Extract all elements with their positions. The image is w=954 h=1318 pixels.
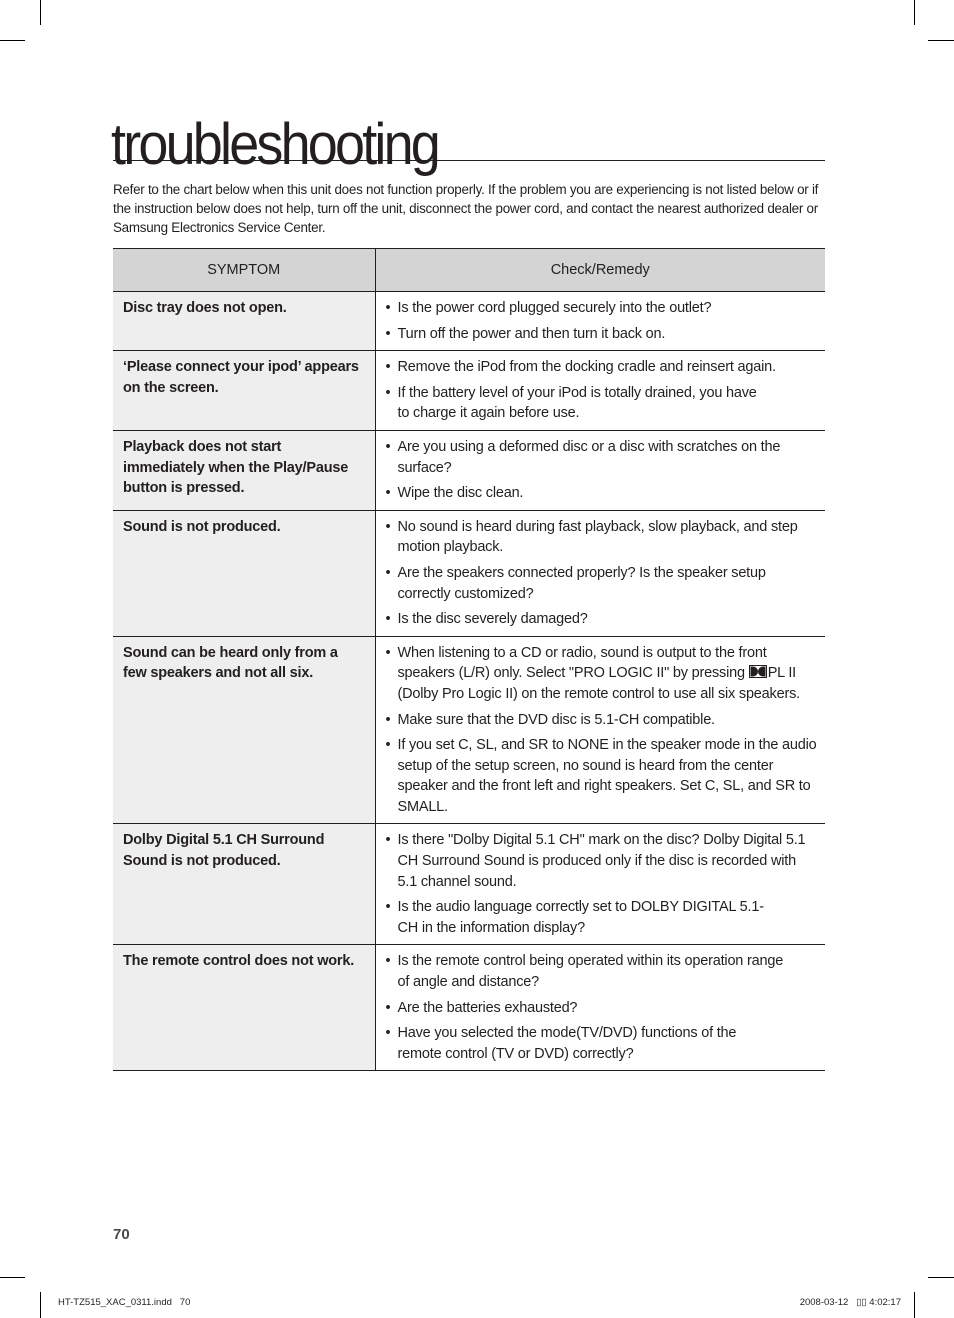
remedy-cell [375, 351, 825, 431]
remedy-item: • Is the audio language correctly set to DOLBY DIGITAL 5.1-CH in the information display? [386, 897, 818, 938]
page-title [111, 112, 439, 177]
intro-paragraph: Refer to the chart below when this unit does not function properly. If the problem you are experiencing is not listed below or if the instruction below does not help, turn off the unit, disconnect the power cord, and contact the nearest authorized dealer or Samsung Electronics Service Center. [113, 182, 819, 235]
remedy-item: • Is there "Dolby Digital 5.1 CH" mark on the disc? Dolby Digital 5.1 CH Surround Sound is produced only if the disc is recorded with 5.1 channel sound. [386, 830, 818, 892]
dolby-double-d-icon [749, 665, 767, 678]
table-row [113, 945, 825, 1071]
remedy-item: • If the battery level of your iPod is totally drained, you have to charge it again before use. [386, 383, 818, 424]
troubleshooting-table [113, 248, 825, 1071]
remedy-list [386, 357, 818, 424]
crop-mark-top-left-vertical [40, 0, 41, 25]
remedy-item: • No sound is heard during fast playback, slow playback, and step motion playback. [386, 517, 818, 558]
table-row [113, 351, 825, 431]
header-symptom: SYMPTOM [113, 249, 375, 292]
table-row [113, 292, 825, 351]
remedy-item [386, 643, 818, 705]
symptom-cell: Sound is not produced. [113, 510, 375, 636]
remedy-cell [375, 636, 825, 824]
crop-mark-top-right-horizontal [928, 40, 954, 41]
remedy-item: • Is the remote control being operated within its operation range of angle and distance? [386, 951, 818, 992]
symptom-cell: ‘Please connect your ipod’ appears on the screen. [113, 351, 375, 431]
remedy-list [386, 951, 818, 1064]
remedy-list [386, 437, 818, 504]
remedy-item: • Wipe the disc clean. [386, 483, 818, 504]
remedy-cell [375, 510, 825, 636]
remedy-list [386, 830, 818, 938]
remedy-text: When listening to a CD or radio, sound is output to the front speakers (L/R) only. Select "PRO LOGIC II" by pressing [397, 644, 767, 682]
remedy-text: PL II (Dolby Pro Logic II) on the remote control to use all six speakers. [397, 665, 800, 702]
remedy-item: • Turn off the power and then turn it back on. [386, 324, 818, 345]
remedy-cell [375, 430, 825, 510]
table-row [113, 824, 825, 945]
crop-mark-bottom-left-vertical [40, 1292, 41, 1318]
remedy-item: • Are the batteries exhausted? [386, 998, 818, 1019]
symptom-cell: Dolby Digital 5.1 CH Surround Sound is not produced. [113, 824, 375, 945]
page-number: 70 [113, 1226, 130, 1243]
crop-mark-top-left-horizontal [0, 40, 25, 41]
table-header-row [113, 249, 825, 292]
remedy-list [386, 298, 818, 344]
page-title-text: troubleshooting [111, 112, 439, 177]
symptom-cell: Disc tray does not open. [113, 292, 375, 351]
crop-mark-bottom-right-horizontal [928, 1277, 954, 1278]
remedy-item: • Have you selected the mode(TV/DVD) functions of the remote control (TV or DVD) correctly? [386, 1023, 818, 1064]
slug-timestamp: 2008-03-12 ▯▯ 4:02:17 [799, 1297, 901, 1308]
remedy-list [386, 643, 818, 818]
remedy-item: • Are the speakers connected properly? Is the speaker setup correctly customized? [386, 563, 818, 604]
remedy-item: • If you set C, SL, and SR to NONE in the speaker mode in the audio setup of the setup screen, no sound is heard from the center speaker and the front left and right speakers. Set C, SL, and SR to SMALL. [386, 735, 818, 817]
table-row [113, 636, 825, 824]
crop-mark-bottom-right-vertical [914, 1292, 915, 1318]
symptom-cell: Playback does not start immediately when the Play/Pause button is pressed. [113, 430, 375, 510]
header-remedy: Check/Remedy [375, 249, 825, 292]
symptom-cell: The remote control does not work. [113, 945, 375, 1071]
crop-mark-bottom-left-horizontal [0, 1277, 25, 1278]
remedy-item: • Is the disc severely damaged? [386, 609, 818, 630]
crop-mark-top-right-vertical [914, 0, 915, 25]
title-rule [111, 104, 825, 177]
slug-filename: HT-TZ515_XAC_0311.indd 70 [58, 1297, 191, 1308]
table-row [113, 430, 825, 510]
remedy-cell [375, 945, 825, 1071]
table-row [113, 510, 825, 636]
remedy-item: • Make sure that the DVD disc is 5.1-CH compatible. [386, 710, 818, 731]
symptom-cell: Sound can be heard only from a few speakers and not all six. [113, 636, 375, 824]
remedy-cell [375, 824, 825, 945]
remedy-item: • Remove the iPod from the docking cradle and reinsert again. [386, 357, 818, 378]
remedy-list [386, 517, 818, 630]
remedy-item: • Is the power cord plugged securely into the outlet? [386, 298, 818, 319]
remedy-cell [375, 292, 825, 351]
remedy-item: • Are you using a deformed disc or a disc with scratches on the surface? [386, 437, 818, 478]
